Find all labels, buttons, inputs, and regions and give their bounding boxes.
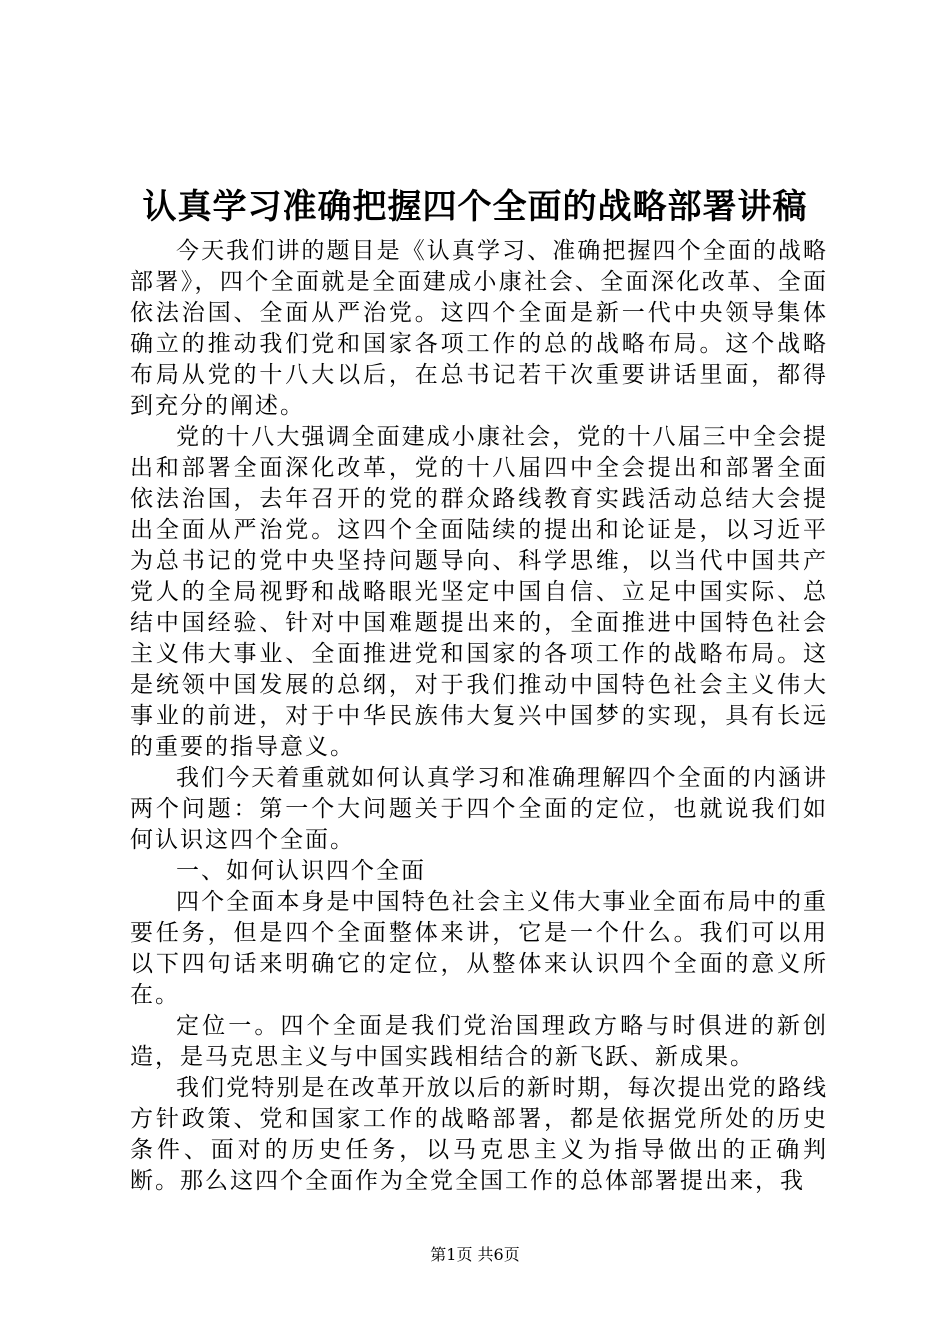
section-heading: 一、如何认识四个全面: [176, 858, 426, 884]
paragraph: 我们今天着重就如何认真学习和准确理解四个全面的内涵讲两个问题：第一个大问题关于四个全面的定位，也就说我们如何认识这四个全面。: [130, 765, 828, 853]
paragraph: 今天我们讲的题目是《认真学习、准确把握四个全面的战略部署》，四个全面就是全面建成小康社会、全面深化改革、全面依法治国、全面从严治党。这四个全面是新一代中央领导集体确立的推动我们党和国家各项工作的总的战略布局。这个战略布局从党的十八大以后，在总书记若干次重要讲话里面，都得到充分的阐述。: [130, 238, 828, 419]
document-body: [130, 236, 828, 1197]
paragraph: 我们党特别是在改革开放以后的新时期，每次提出党的路线方针政策、党和国家工作的战略部署，都是依据党所处的历史条件、面对的历史任务，以马克思主义为指导做出的正确判断。那么这四个全面作为全党全国工作的总体部署提出来，我: [130, 1075, 828, 1194]
document-title: 认真学习准确把握四个全面的战略部署讲稿: [142, 187, 808, 227]
paragraph: 四个全面本身是中国特色社会主义伟大事业全面布局中的重要任务，但是四个全面整体来讲，它是一个什么。我们可以用以下四句话来明确它的定位，从整体来认识四个全面的意义所在。: [130, 889, 828, 1008]
paragraph: 定位一。四个全面是我们党治国理政方略与时俱进的新创造，是马克思主义与中国实践相结合的新飞跃、新成果。: [130, 1013, 828, 1070]
paragraph: 党的十八大强调全面建成小康社会，党的十八届三中全会提出和部署全面深化改革，党的十八届四中全会提出和部署全面依法治国，去年召开的党的群众路线教育实践活动总结大会提出全面从严治党。这四个全面陆续的提出和论证是，以习近平为总书记的党中央坚持问题导向、科学思维，以当代中国共产党人的全局视野和战略眼光坚定中国自信、立足中国实际、总结中国经验、针对中国难题提出来的，全面推进中国特色社会主义伟大事业、全面推进党和国家的各项工作的战略布局。这是统领中国发展的总纲，对于我们推动中国特色社会主义伟大事业的前进，对于中华民族伟大复兴中国梦的实现，具有长远的重要的指导意义。: [130, 424, 828, 760]
page-footer: 第1页 共6页: [430, 1245, 520, 1264]
